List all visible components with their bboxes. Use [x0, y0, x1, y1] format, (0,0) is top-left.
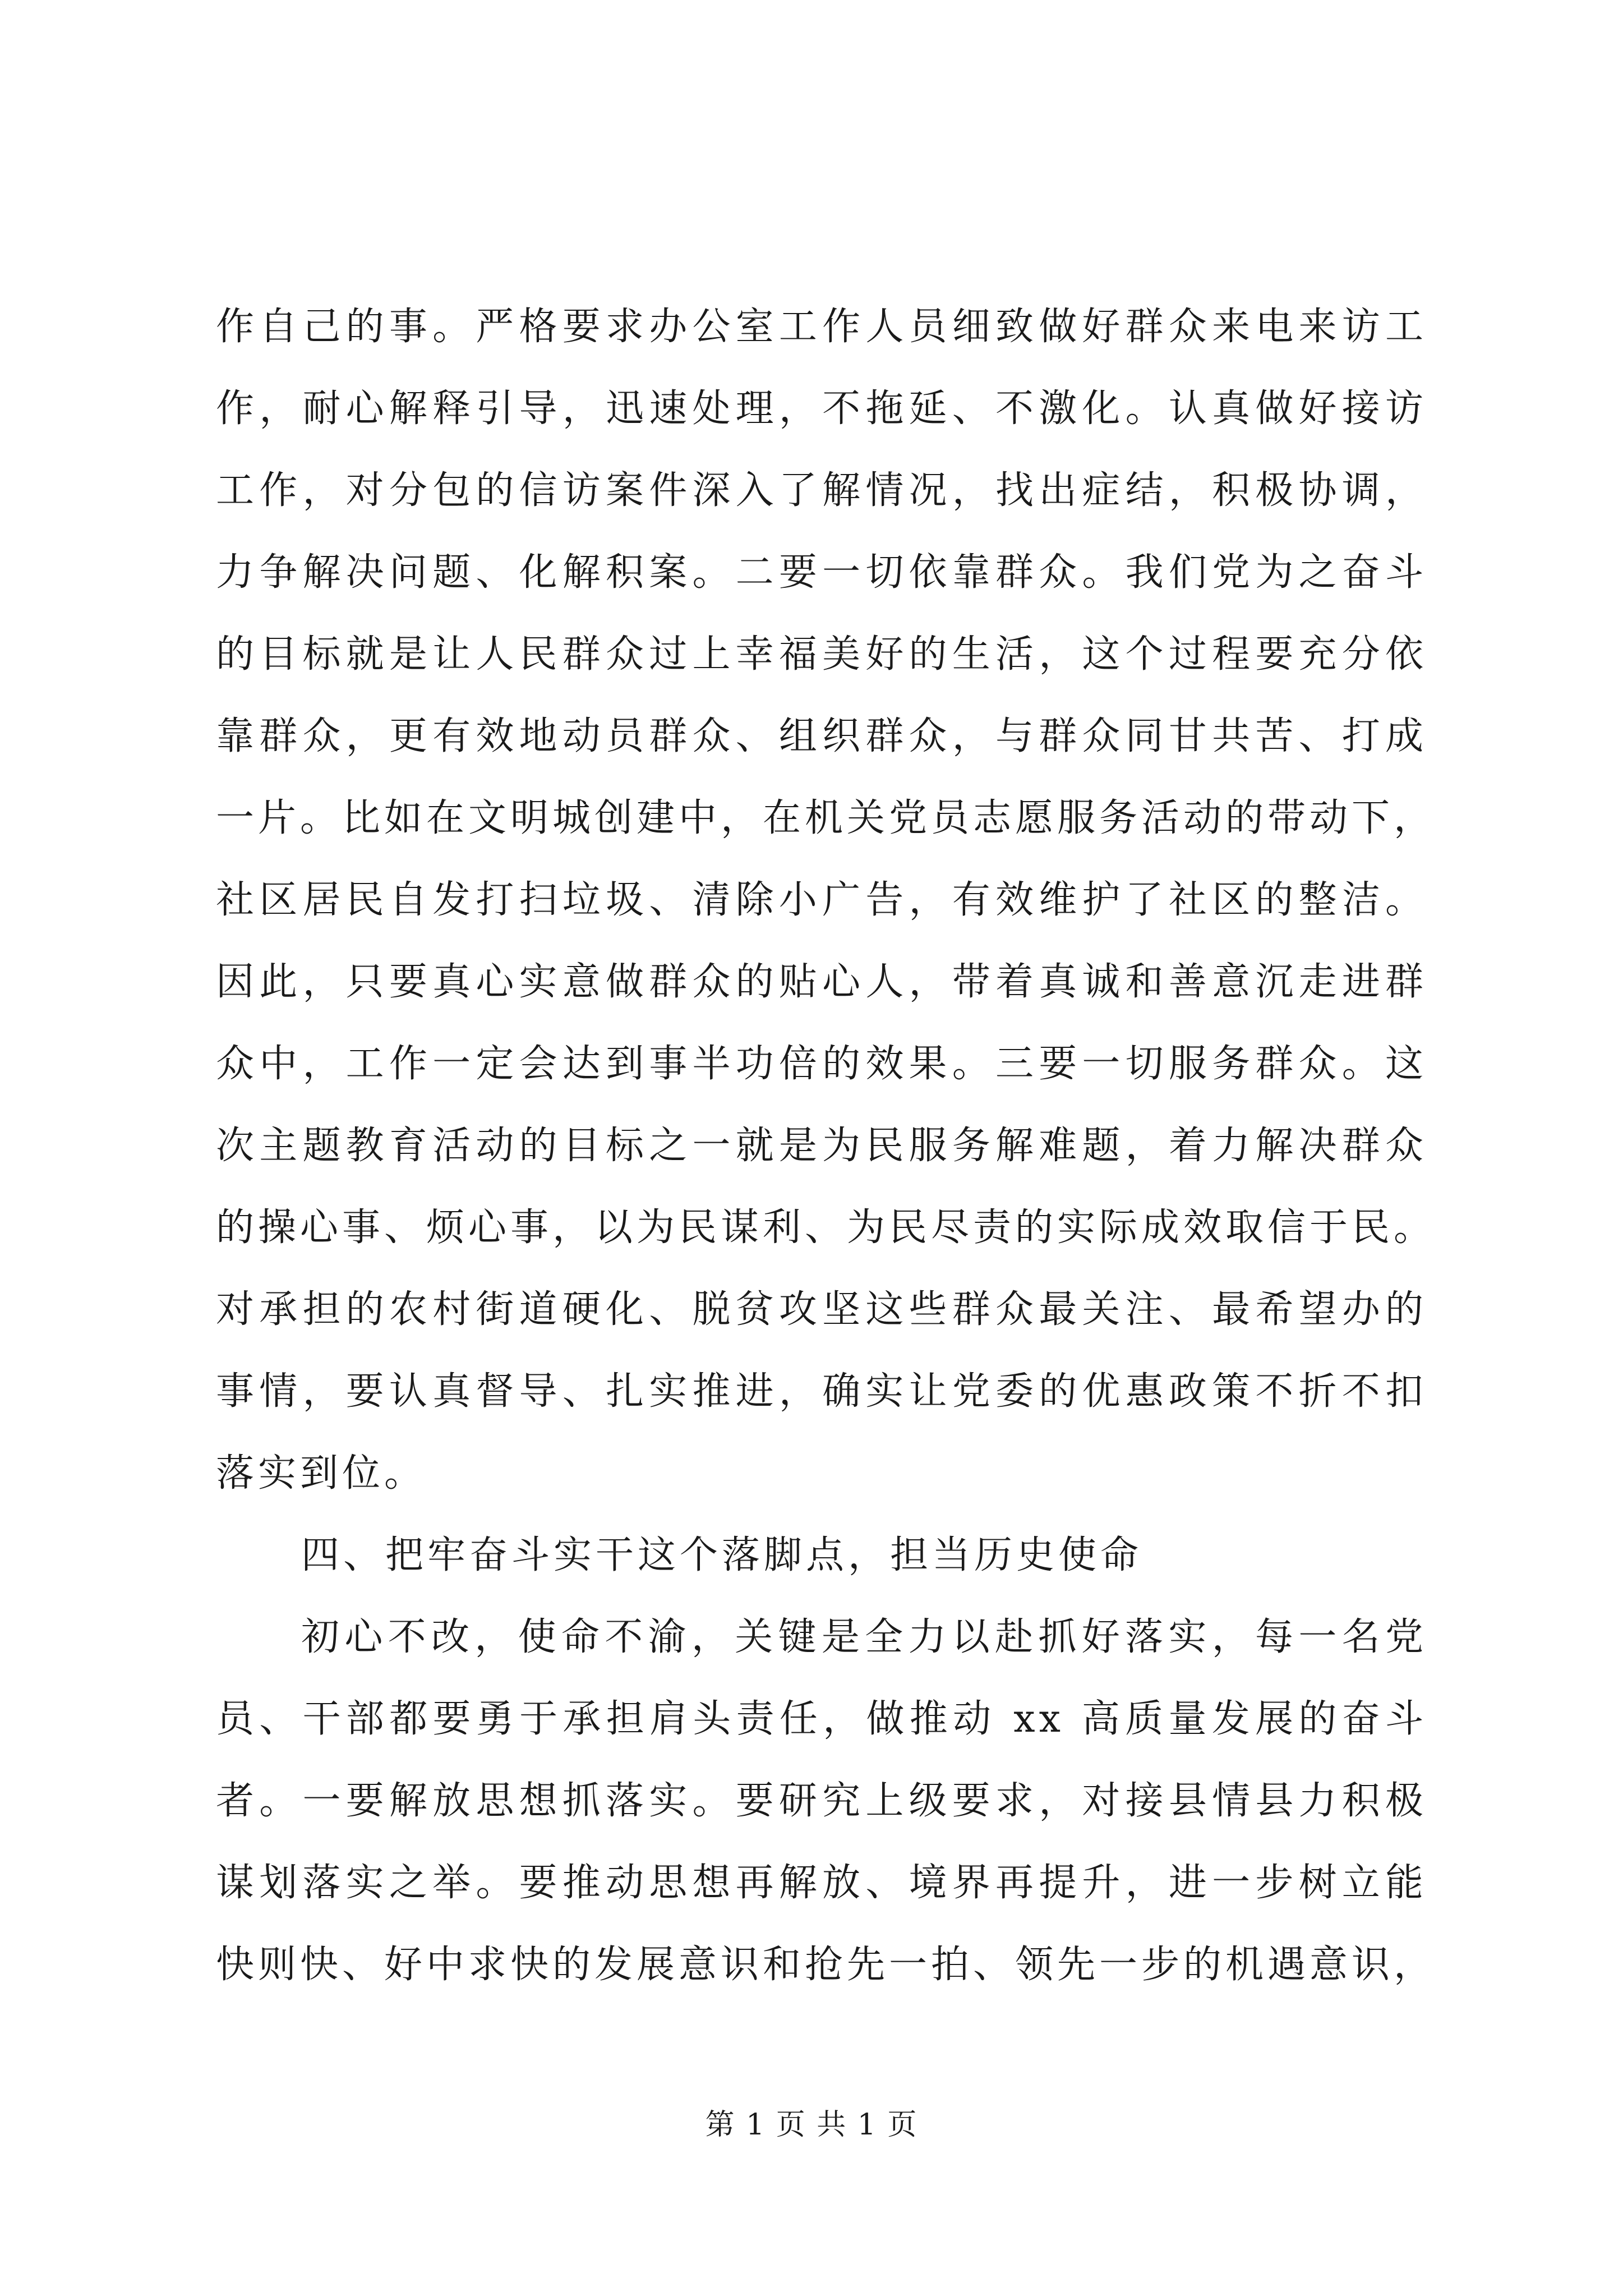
body-line: 落实到位。 — [216, 1451, 427, 1496]
page-number-label: 第 1 页 共 1 页 — [705, 2108, 918, 2142]
body-line: 力争解决问题、化解积案。二要一切依靠群众。我们党为之奋斗 — [216, 550, 1427, 595]
body-line: 众中，工作一定会达到事半功倍的效果。三要一切服务群众。这 — [216, 1042, 1427, 1086]
document-body — [216, 286, 1436, 2006]
body-line: 对承担的农村街道硬化、脱贫攻坚这些群众最关注、最希望办的 — [216, 1287, 1427, 1332]
body-line: 员、干部都要勇于承担肩头责任，做推动 xx 高质量发展的奋斗 — [216, 1697, 1427, 1741]
body-line: 次主题教育活动的目标之一就是为民服务解难题，着力解决群众 — [216, 1124, 1427, 1168]
body-line: 一片。比如在文明城创建中，在机关党员志愿服务活动的带动下， — [216, 796, 1436, 840]
body-line: 的目标就是让人民群众过上幸福美好的生活，这个过程要充分依 — [216, 632, 1427, 677]
page-footer — [0, 2101, 1623, 2143]
body-line: 初心不改，使命不渝，关键是全力以赴抓好落实，每一名党 — [301, 1615, 1427, 1659]
body-line: 靠群众，更有效地动员群众、组织群众，与群众同甘共苦、打成 — [216, 714, 1427, 758]
body-line: 工作，对分包的信访案件深入了解情况，找出症结，积极协调， — [216, 468, 1427, 513]
body-line: 因此，只要真心实意做群众的贴心人，带着真诚和善意沉走进群 — [216, 960, 1427, 1004]
body-line: 的操心事、烦心事，以为民谋利、为民尽责的实际成效取信于民。 — [216, 1205, 1436, 1250]
body-line: 谋划落实之举。要推动思想再解放、境界再提升，进一步树立能 — [216, 1861, 1427, 1905]
section-heading: 四、把牢奋斗实干这个落脚点，担当历史使命 — [301, 1533, 1143, 1577]
body-line: 事情，要认真督导、扎实推进，确实让党委的优惠政策不折不扣 — [216, 1369, 1427, 1414]
body-line: 社区居民自发打扫垃圾、清除小广告，有效维护了社区的整洁。 — [216, 878, 1427, 922]
body-line: 作，耐心解释引导，迅速处理，不拖延、不激化。认真做好接访 — [216, 386, 1427, 431]
body-line: 者。一要解放思想抓落实。要研究上级要求，对接县情县力积极 — [216, 1779, 1427, 1823]
body-line: 作自己的事。严格要求办公室工作人员细致做好群众来电来访工 — [216, 305, 1427, 349]
body-line: 快则快、好中求快的发展意识和抢先一拍、领先一步的机遇意识， — [216, 1943, 1436, 1987]
